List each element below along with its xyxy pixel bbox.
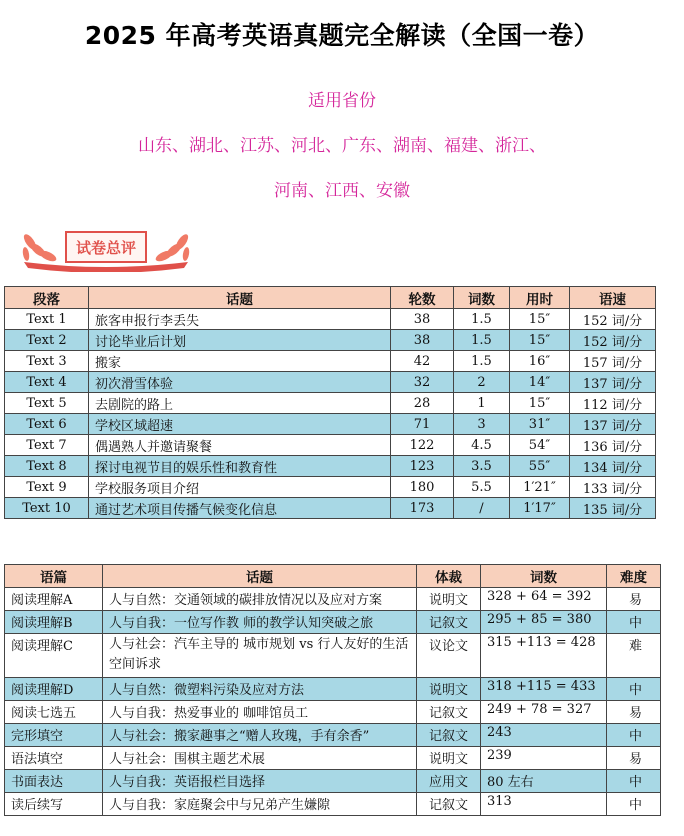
words-cell: 1: [454, 393, 510, 414]
turns-cell: 28: [391, 393, 454, 414]
words-cell: 2: [454, 372, 510, 393]
table-header-row: [5, 287, 656, 309]
topic-cell: 人与自我：热爱事业的 咖啡馆员工: [103, 701, 417, 724]
topic-cell: 人与社会：搬家趣事之“赠人玫瑰，手有余香”: [103, 724, 417, 747]
speed-cell: 133 词/分: [570, 477, 656, 498]
topic-cell: 人与自我：英语报栏目选择: [103, 770, 417, 793]
provinces-line-1: 山东、湖北、江苏、河北、广东、湖南、福建、浙江、: [138, 136, 546, 156]
speed-cell: 152 词/分: [570, 309, 656, 330]
speed-cell: 135 词/分: [570, 498, 656, 519]
genre-cell: 记叙文: [417, 701, 481, 724]
topic-cell: 通过艺术项目传播气候变化信息: [89, 498, 391, 519]
table-row: [5, 724, 661, 747]
word-count-cell: 80 左右: [481, 770, 607, 793]
column-header: 话题: [103, 565, 417, 588]
difficulty-cell: 中: [607, 611, 661, 634]
table-row: [5, 611, 661, 634]
speed-cell: 137 词/分: [570, 414, 656, 435]
passage-cell: 读后续写: [5, 793, 103, 816]
table-row: [5, 678, 661, 701]
topic-cell: 学校区域超速: [89, 414, 391, 435]
duration-cell: 15″: [510, 309, 570, 330]
passage-cell: 阅读理解A: [5, 588, 103, 611]
segment-cell: Text 6: [5, 414, 89, 435]
table-row: [5, 351, 656, 372]
duration-cell: 54″: [510, 435, 570, 456]
difficulty-cell: 易: [607, 588, 661, 611]
genre-cell: 记叙文: [417, 724, 481, 747]
table-row: [5, 309, 656, 330]
column-header: 语速: [570, 287, 656, 309]
topic-cell: 偶遇熟人并邀请聚餐: [89, 435, 391, 456]
passage-cell: 书面表达: [5, 770, 103, 793]
table-row: [5, 634, 661, 678]
topic-cell: 搬家: [89, 351, 391, 372]
turns-cell: 180: [391, 477, 454, 498]
word-count-cell: 318 +115 = 433: [481, 678, 607, 701]
topic-cell: 人与自我：家庭聚会中与兄弟产生嫌隙: [103, 793, 417, 816]
section-banner-label: 试卷总评: [75, 239, 136, 257]
genre-cell: 记叙文: [417, 793, 481, 816]
word-count-cell: 239: [481, 747, 607, 770]
topic-cell: 初次滑雪体验: [89, 372, 391, 393]
segment-cell: Text 8: [5, 456, 89, 477]
column-header: 段落: [5, 287, 89, 309]
table-row: [5, 747, 661, 770]
passage-cell: 阅读七选五: [5, 701, 103, 724]
segment-cell: Text 3: [5, 351, 89, 372]
words-cell: 1.5: [454, 351, 510, 372]
provinces-heading: 适用省份: [308, 91, 376, 111]
difficulty-cell: 易: [607, 701, 661, 724]
topic-cell: 人与社会：围棋主题艺术展: [103, 747, 417, 770]
words-cell: 5.5: [454, 477, 510, 498]
segment-cell: Text 1: [5, 309, 89, 330]
table-row: [5, 477, 656, 498]
difficulty-cell: 中: [607, 724, 661, 747]
difficulty-cell: 中: [607, 678, 661, 701]
difficulty-cell: 中: [607, 770, 661, 793]
topic-cell: 旅客申报行李丢失: [89, 309, 391, 330]
words-cell: 1.5: [454, 309, 510, 330]
duration-cell: 1′21″: [510, 477, 570, 498]
word-count-cell: 315 +113 = 428: [481, 634, 607, 678]
words-cell: 1.5: [454, 330, 510, 351]
segment-cell: Text 9: [5, 477, 89, 498]
column-header: 用时: [510, 287, 570, 309]
difficulty-cell: 易: [607, 747, 661, 770]
words-cell: 4.5: [454, 435, 510, 456]
column-header: 轮数: [391, 287, 454, 309]
column-header: 语篇: [5, 565, 103, 588]
segment-cell: Text 10: [5, 498, 89, 519]
duration-cell: 15″: [510, 393, 570, 414]
table-row: [5, 393, 656, 414]
speed-cell: 137 词/分: [570, 372, 656, 393]
speed-cell: 152 词/分: [570, 330, 656, 351]
words-cell: 3.5: [454, 456, 510, 477]
table-row: [5, 456, 656, 477]
topic-cell: 去剧院的路上: [89, 393, 391, 414]
section-banner: [16, 228, 196, 272]
genre-cell: 说明文: [417, 588, 481, 611]
speed-cell: 136 词/分: [570, 435, 656, 456]
genre-cell: 议论文: [417, 634, 481, 678]
duration-cell: 1′17″: [510, 498, 570, 519]
speed-cell: 134 词/分: [570, 456, 656, 477]
turns-cell: 71: [391, 414, 454, 435]
reading-writing-table: [4, 564, 661, 816]
topic-cell: 人与社会：汽车主导的 城市规划 vs 行人友好的生活空间诉求: [103, 634, 417, 678]
speed-cell: 112 词/分: [570, 393, 656, 414]
turns-cell: 38: [391, 330, 454, 351]
table-row: [5, 498, 656, 519]
segment-cell: Text 4: [5, 372, 89, 393]
duration-cell: 31″: [510, 414, 570, 435]
table-row: [5, 588, 661, 611]
column-header: 难度: [607, 565, 661, 588]
difficulty-cell: 难: [607, 634, 661, 678]
word-count-cell: 328 + 64 = 392: [481, 588, 607, 611]
topic-cell: 人与自然：微塑料污染及应对方法: [103, 678, 417, 701]
passage-cell: 完形填空: [5, 724, 103, 747]
table-row: [5, 701, 661, 724]
turns-cell: 42: [391, 351, 454, 372]
word-count-cell: 295 + 85 = 380: [481, 611, 607, 634]
difficulty-cell: 中: [607, 793, 661, 816]
words-cell: 3: [454, 414, 510, 435]
table-row: [5, 414, 656, 435]
words-cell: /: [454, 498, 510, 519]
table-row: [5, 793, 661, 816]
segment-cell: Text 7: [5, 435, 89, 456]
word-count-cell: 249 + 78 = 327: [481, 701, 607, 724]
table-row: [5, 372, 656, 393]
passage-cell: 阅读理解B: [5, 611, 103, 634]
topic-cell: 讨论毕业后计划: [89, 330, 391, 351]
passage-cell: 阅读理解D: [5, 678, 103, 701]
word-count-cell: 243: [481, 724, 607, 747]
table-row: [5, 435, 656, 456]
topic-cell: 探讨电视节目的娱乐性和教育性: [89, 456, 391, 477]
column-header: 词数: [481, 565, 607, 588]
passage-cell: 语法填空: [5, 747, 103, 770]
topic-cell: 学校服务项目介绍: [89, 477, 391, 498]
column-header: 词数: [454, 287, 510, 309]
duration-cell: 55″: [510, 456, 570, 477]
turns-cell: 122: [391, 435, 454, 456]
segment-cell: Text 5: [5, 393, 89, 414]
turns-cell: 32: [391, 372, 454, 393]
table-header-row: [5, 565, 661, 588]
duration-cell: 16″: [510, 351, 570, 372]
turns-cell: 123: [391, 456, 454, 477]
topic-cell: 人与自我：一位写作教 师的教学认知突破之旅: [103, 611, 417, 634]
listening-table: [4, 286, 656, 519]
genre-cell: 应用文: [417, 770, 481, 793]
genre-cell: 说明文: [417, 747, 481, 770]
duration-cell: 14″: [510, 372, 570, 393]
table-row: [5, 330, 656, 351]
passage-cell: 阅读理解C: [5, 634, 103, 678]
topic-cell: 人与自然：交通领域的碳排放情况以及应对方案: [103, 588, 417, 611]
column-header: 话题: [89, 287, 391, 309]
genre-cell: 记叙文: [417, 611, 481, 634]
word-count-cell: 313: [481, 793, 607, 816]
turns-cell: 38: [391, 309, 454, 330]
turns-cell: 173: [391, 498, 454, 519]
page-title: 2025 年高考英语真题完全解读（全国一卷）: [84, 21, 600, 50]
column-header: 体裁: [417, 565, 481, 588]
genre-cell: 说明文: [417, 678, 481, 701]
speed-cell: 157 词/分: [570, 351, 656, 372]
table-row: [5, 770, 661, 793]
segment-cell: Text 2: [5, 330, 89, 351]
provinces-line-2: 河南、江西、安徽: [274, 181, 410, 201]
duration-cell: 15″: [510, 330, 570, 351]
